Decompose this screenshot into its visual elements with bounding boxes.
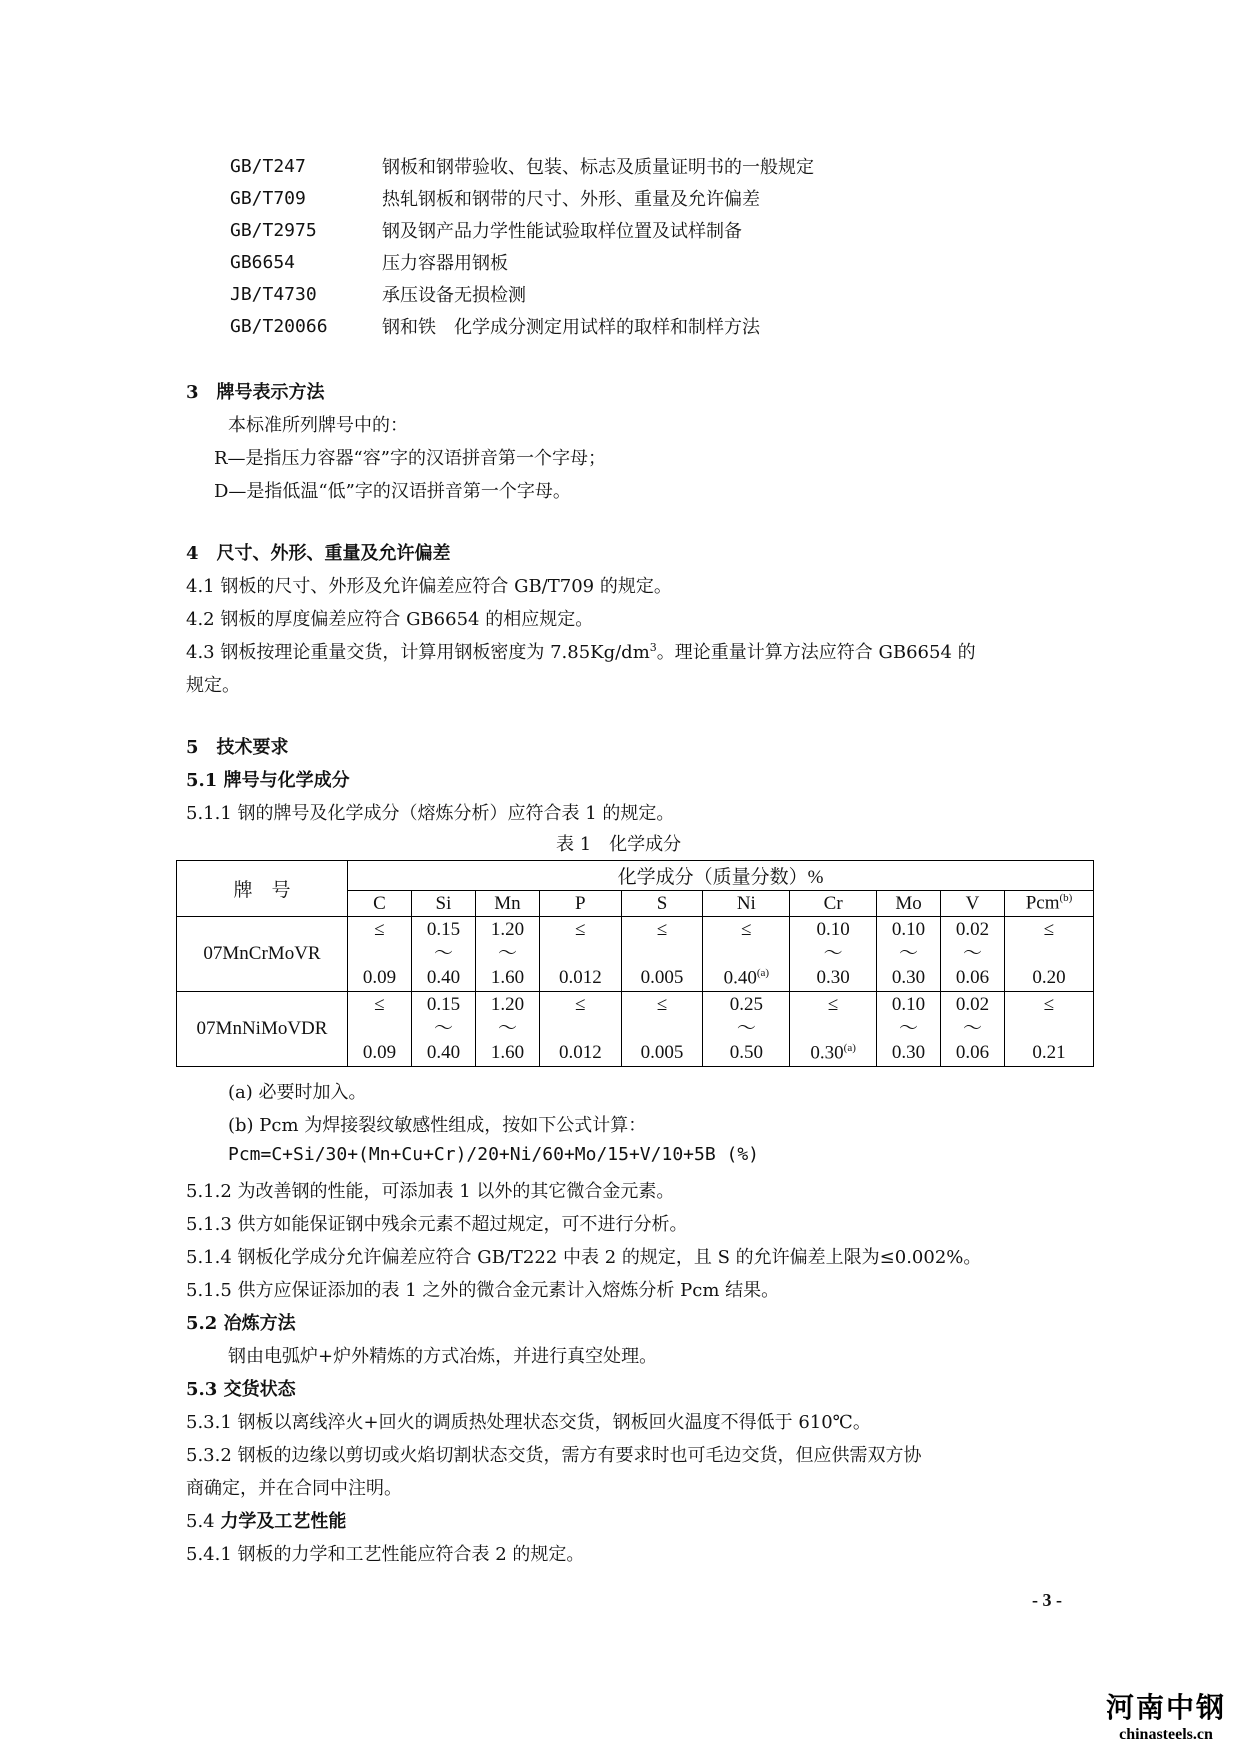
site-watermark-logo — [1106, 1686, 1226, 1744]
composition-cell — [411, 917, 475, 992]
reference-code: GB6654 — [230, 251, 296, 273]
footnote-mark: (a) — [756, 966, 770, 979]
composition-cell — [411, 992, 475, 1067]
cell-value: 0.02 — [955, 919, 990, 940]
element-header — [348, 891, 412, 917]
cell-value: 0.20 — [1032, 967, 1066, 988]
composition-cell — [1005, 917, 1094, 992]
composition-cell — [475, 917, 539, 992]
composition-header: 化学成分（质量分数）% — [348, 861, 1094, 891]
reference-code: GB/T20066 — [230, 315, 328, 337]
element-header — [941, 891, 1005, 917]
cell-value: 0.005 — [640, 967, 684, 988]
cell-bot — [363, 1042, 396, 1064]
cell-value: 0.06 — [955, 1042, 990, 1063]
composition-cell — [703, 992, 790, 1067]
cell-value: 0.10 — [891, 994, 926, 1015]
clause-5-4-1: 5.4.1 钢板的力学和工艺性能应符合表 2 的规定。 — [186, 1544, 585, 1565]
section-5-heading: 5 技术要求 — [186, 737, 289, 758]
reference-row — [230, 214, 814, 246]
composition-cell — [790, 917, 877, 992]
cell-value: ～ — [963, 1018, 983, 1039]
cell-bot — [559, 1042, 602, 1064]
element-symbol: Mo — [895, 892, 922, 914]
element-symbol: C — [373, 892, 386, 914]
cell-top — [956, 994, 989, 1016]
composition-cell — [539, 992, 621, 1067]
cell-top — [828, 994, 838, 1016]
cell-value: 0.40 — [723, 966, 757, 988]
reference-code: JB/T4730 — [230, 283, 317, 305]
cell-bot — [730, 1042, 763, 1064]
cell-top — [817, 919, 850, 941]
clause-5-3-2: 5.3.2 钢板的边缘以剪切或火焰切割状态交货，需方有要求时也可毛边交货，但应供需双方协 — [186, 1445, 922, 1466]
cell-bot — [491, 1042, 524, 1064]
cell-top — [1044, 919, 1054, 941]
composition-cell — [621, 917, 703, 992]
section-4-heading: 4 尺寸、外形、重量及允许偏差 — [186, 543, 451, 564]
cell-value: 0.02 — [955, 994, 990, 1015]
pcm-footnote-mark: (b) — [1059, 892, 1073, 905]
cell-bot — [956, 967, 989, 989]
section-5-4-heading: 5.4 力学及工艺性能 — [186, 1511, 347, 1532]
cell-mid — [498, 1018, 517, 1040]
reference-row — [230, 278, 814, 310]
composition-cell — [475, 992, 539, 1067]
element-header — [411, 891, 475, 917]
cell-value: 0.30 — [891, 967, 926, 988]
cell-value: ～ — [497, 1018, 517, 1039]
cell-value: 1.60 — [490, 967, 525, 988]
cell-value: ～ — [899, 943, 919, 964]
cell-mid — [737, 1018, 756, 1040]
cell-top — [374, 919, 384, 941]
cell-value: ～ — [736, 1018, 756, 1039]
clause-5-3-1: 5.3.1 钢板以离线淬火+回火的调质热处理状态交货，钢板回火温度不得低于 610℃。 — [186, 1412, 871, 1433]
section-3-d-line: D—是指低温“低”字的汉语拼音第一个字母。 — [214, 481, 571, 502]
element-header — [475, 891, 539, 917]
reference-code: GB/T247 — [230, 155, 306, 177]
composition-cell — [941, 917, 1005, 992]
element-symbol: Si — [435, 892, 452, 914]
cell-bot — [892, 967, 925, 989]
clause-5-1-4: 5.1.4 钢板化学成分允许偏差应符合 GB/T222 中表 2 的规定，且 S 的允许偏差上限为≤0.002%。 — [186, 1247, 982, 1268]
element-header — [790, 891, 877, 917]
cell-mid — [434, 1018, 453, 1040]
page-number: - 3 - — [1032, 1590, 1062, 1610]
element-symbol: S — [656, 892, 668, 914]
cell-value: 0.30 — [810, 1041, 844, 1063]
reference-row — [230, 246, 814, 278]
cell-bot — [559, 967, 602, 989]
steel-grade: 07MnNiMoVDR — [177, 992, 348, 1067]
cell-bot — [641, 1042, 684, 1064]
chemical-composition-table — [176, 860, 1094, 1067]
reference-row — [230, 310, 814, 342]
cell-top — [427, 919, 460, 941]
cell-value: 0.10 — [891, 919, 926, 940]
composition-cell — [1005, 992, 1094, 1067]
section-5-1-heading: 5.1 牌号与化学成分 — [186, 770, 350, 791]
cell-bot — [956, 1042, 989, 1064]
reference-code: GB/T709 — [230, 187, 306, 209]
clause-5-1-1: 5.1.1 钢的牌号及化学成分（熔炼分析）应符合表 1 的规定。 — [186, 803, 675, 824]
cell-value: 1.20 — [490, 994, 525, 1015]
cell-value: ≤ — [575, 919, 586, 940]
table-row — [177, 992, 1094, 1067]
section-3-heading: 3 牌号表示方法 — [186, 382, 325, 403]
composition-cell — [877, 917, 941, 992]
cell-top — [1044, 994, 1054, 1016]
cell-top — [956, 919, 989, 941]
element-header — [703, 891, 790, 917]
cell-value: ≤ — [827, 994, 839, 1015]
cell-value: 0.25 — [729, 994, 763, 1015]
cell-bot — [810, 1037, 855, 1064]
cell-top — [575, 919, 585, 941]
cell-bot — [427, 1042, 460, 1064]
cell-mid — [963, 1018, 982, 1040]
clause-4-1: 4.1 钢板的尺寸、外形及允许偏差应符合 GB/T709 的规定。 — [186, 576, 672, 597]
cell-value: 0.50 — [729, 1042, 763, 1063]
section-5-3-heading: 5.3 交货状态 — [186, 1379, 296, 1400]
cell-value: ≤ — [741, 919, 752, 940]
cell-top — [374, 994, 384, 1016]
cell-value: 0.06 — [955, 967, 990, 988]
clause-5-2: 钢由电弧炉+炉外精炼的方式冶炼，并进行真空处理。 — [228, 1346, 658, 1367]
cell-value: 0.15 — [426, 919, 461, 940]
cell-bot — [817, 967, 850, 989]
cell-value: 0.10 — [816, 919, 850, 940]
clause-4-3: 4.3 钢板按理论重量交货，计算用钢板密度为 $7.85Kg/dm^3$。理论重量计算方法应符合 GB6654 的 — [186, 641, 976, 663]
cell-mid — [899, 1018, 918, 1040]
reference-title: 钢及钢产品力学性能试验取样位置及试样制备 — [382, 221, 742, 242]
cell-top — [427, 994, 460, 1016]
cell-value: ～ — [497, 943, 517, 964]
cell-value: ～ — [963, 943, 983, 964]
cell-bot — [1032, 1042, 1065, 1064]
reference-title: 钢和铁 化学成分测定用试样的取样和制样方法 — [382, 317, 760, 338]
cell-value: ≤ — [1043, 994, 1055, 1015]
cell-value: 0.21 — [1032, 1042, 1066, 1063]
composition-cell — [621, 992, 703, 1067]
clause-4-3-cont: 规定。 — [186, 675, 240, 696]
clause-5-3-2-cont: 商确定，并在合同中注明。 — [186, 1478, 402, 1499]
section-3-intro: 本标准所列牌号中的： — [228, 415, 408, 436]
element-symbol: P — [575, 892, 586, 914]
cell-value: ～ — [433, 1018, 453, 1039]
reference-title: 热轧钢板和钢带的尺寸、外形、重量及允许偏差 — [382, 189, 760, 210]
cell-value: 0.30 — [891, 1042, 926, 1063]
cell-value: ≤ — [1043, 919, 1055, 940]
cell-value: 0.005 — [640, 1042, 684, 1063]
section-3-r-line: R—是指压力容器“容”字的汉语拼音第一个字母； — [214, 448, 606, 469]
cell-value: ≤ — [575, 994, 586, 1015]
cell-top — [491, 994, 524, 1016]
composition-cell — [348, 917, 412, 992]
element-header — [877, 891, 941, 917]
composition-cell — [941, 992, 1005, 1067]
cell-bot — [363, 967, 396, 989]
reference-row — [230, 150, 814, 182]
element-symbol: Cr — [823, 892, 843, 914]
cell-top — [491, 919, 524, 941]
cell-mid — [824, 943, 843, 965]
clause-4-2: 4.2 钢板的厚度偏差应符合 GB6654 的相应规定。 — [186, 609, 594, 630]
cell-bot — [1032, 967, 1065, 989]
footnote-mark: (a) — [843, 1041, 856, 1054]
cell-value: ≤ — [374, 994, 385, 1015]
cell-value: ≤ — [656, 994, 668, 1015]
reference-title: 承压设备无损检测 — [382, 285, 526, 306]
normative-references — [230, 150, 814, 342]
reference-title: 钢板和钢带验收、包装、标志及质量证明书的一般规定 — [382, 157, 814, 178]
cell-top — [730, 994, 763, 1016]
element-header — [539, 891, 621, 917]
element-symbol: Mn — [494, 892, 521, 914]
cell-value: ≤ — [656, 919, 668, 940]
cell-mid — [498, 943, 517, 965]
cell-value: ～ — [899, 1018, 919, 1039]
cell-value: ≤ — [374, 919, 385, 940]
element-symbol: Ni — [736, 892, 756, 914]
section-5-2-heading: 5.2 冶炼方法 — [186, 1313, 296, 1334]
cell-mid — [434, 943, 453, 965]
element-symbol: V — [965, 892, 980, 914]
reference-title: 压力容器用钢板 — [382, 253, 508, 274]
composition-cell — [348, 992, 412, 1067]
clause-5-1-5: 5.1.5 供方应保证添加的表 1 之外的微合金元素计入熔炼分析 Pcm 结果。 — [186, 1280, 780, 1301]
cell-mid — [899, 943, 918, 965]
table-note-a: (a) 必要时加入。 — [228, 1082, 367, 1103]
cell-top — [892, 994, 925, 1016]
table-1-caption: 表 1 化学成分 — [556, 834, 682, 855]
cell-bot — [491, 967, 524, 989]
grade-header: 牌 号 — [177, 861, 348, 917]
watermark-en: chinasteels.cn — [1119, 1726, 1213, 1743]
element-header — [1005, 891, 1094, 917]
steel-grade: 07MnCrMoVR — [177, 917, 348, 992]
composition-cell — [790, 992, 877, 1067]
reference-row — [230, 182, 814, 214]
cell-bot — [641, 967, 684, 989]
element-symbol: Pcm — [1025, 892, 1060, 914]
cell-top — [741, 919, 751, 941]
pcm-formula: Pcm=C+Si/30+(Mn+Cu+Cr)/20+Ni/60+Mo/15+V/10+5B (%) — [228, 1144, 760, 1165]
composition-cell — [539, 917, 621, 992]
cell-value: 0.012 — [558, 1042, 602, 1063]
cell-top — [657, 919, 667, 941]
cell-value: 0.40 — [426, 1042, 461, 1063]
cell-top — [892, 919, 925, 941]
watermark-cn: 河南中钢 — [1105, 1691, 1226, 1724]
cell-bot — [892, 1042, 925, 1064]
cell-value: 0.40 — [426, 967, 461, 988]
composition-cell — [703, 917, 790, 992]
cell-value: 0.15 — [426, 994, 461, 1015]
cell-value: ～ — [823, 943, 843, 964]
cell-mid — [963, 943, 982, 965]
clause-5-1-2: 5.1.2 为改善钢的性能，可添加表 1 以外的其它微合金元素。 — [186, 1181, 675, 1202]
cell-value: 0.30 — [816, 967, 850, 988]
table-note-b: (b) Pcm 为焊接裂纹敏感性组成，按如下公式计算： — [228, 1115, 647, 1136]
table-row — [177, 917, 1094, 992]
clause-5-1-3: 5.1.3 供方如能保证钢中残余元素不超过规定，可不进行分析。 — [186, 1214, 688, 1235]
cell-bot — [427, 967, 460, 989]
cell-top — [575, 994, 585, 1016]
cell-value: 1.60 — [490, 1042, 525, 1063]
cell-top — [657, 994, 667, 1016]
reference-code: GB/T2975 — [230, 219, 317, 241]
cell-value: 0.09 — [362, 1042, 397, 1063]
element-header — [621, 891, 703, 917]
composition-cell — [877, 992, 941, 1067]
cell-value: ～ — [433, 943, 453, 964]
cell-value: 1.20 — [490, 919, 525, 940]
cell-value: 0.012 — [558, 967, 602, 988]
cell-value: 0.09 — [362, 967, 397, 988]
cell-bot — [724, 962, 769, 989]
